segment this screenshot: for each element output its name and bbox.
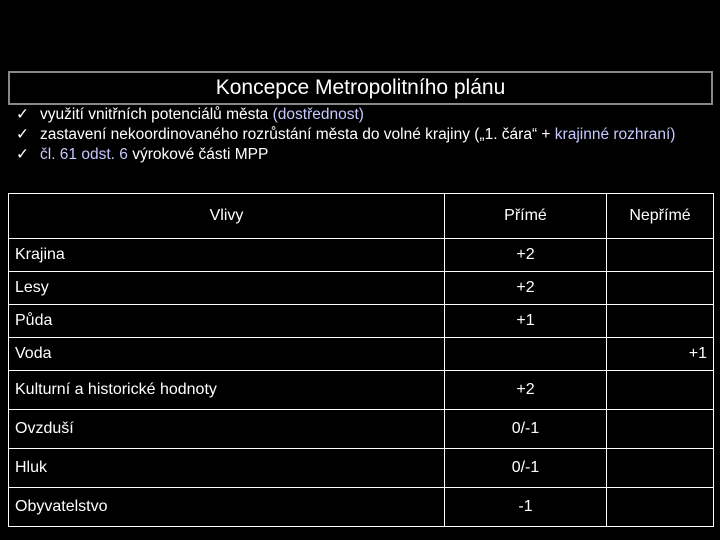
row-prime: +1 xyxy=(445,305,607,338)
table-header-row xyxy=(9,194,714,239)
bullet-item xyxy=(16,105,706,125)
row-prime xyxy=(445,338,607,371)
check-icon: ✓ xyxy=(16,126,29,143)
row-neprime xyxy=(607,305,714,338)
slide-title: Koncepce Metropolitního plánu xyxy=(8,71,713,105)
table-row xyxy=(9,239,714,272)
bullet-text: výrokové části MPP xyxy=(132,146,269,163)
header-prime: Přímé xyxy=(445,194,607,239)
row-neprime xyxy=(607,410,714,449)
row-prime: +2 xyxy=(445,371,607,410)
row-neprime xyxy=(607,272,714,305)
row-prime: +2 xyxy=(445,239,607,272)
row-name: Obyvatelstvo xyxy=(9,488,445,527)
row-name: Kulturní a historické hodnoty xyxy=(9,371,445,410)
row-name: Ovzduší xyxy=(9,410,445,449)
row-neprime xyxy=(607,239,714,272)
row-neprime xyxy=(607,371,714,410)
row-prime: -1 xyxy=(445,488,607,527)
row-name: Hluk xyxy=(9,449,445,488)
row-neprime: +1 xyxy=(607,338,714,371)
bullet-accent-text: čl. 61 odst. 6 xyxy=(40,146,133,163)
row-prime: +2 xyxy=(445,272,607,305)
bullet-accent-text: krajinné rozhraní) xyxy=(554,126,676,143)
row-name: Lesy xyxy=(9,272,445,305)
table-row xyxy=(9,371,714,410)
table-row xyxy=(9,488,714,527)
table-row xyxy=(9,410,714,449)
check-icon: ✓ xyxy=(16,106,29,123)
check-icon: ✓ xyxy=(16,146,29,163)
table-row xyxy=(9,272,714,305)
bullet-accent-text: (dostřednost) xyxy=(272,106,364,123)
row-neprime xyxy=(607,449,714,488)
row-name: Krajina xyxy=(9,239,445,272)
bullet-item xyxy=(16,125,706,145)
row-prime: 0/-1 xyxy=(445,410,607,449)
header-neprime: Nepřímé xyxy=(607,194,714,239)
bullet-list xyxy=(16,105,706,165)
row-neprime xyxy=(607,488,714,527)
table-row xyxy=(9,305,714,338)
bullet-text: využití vnitřních potenciálů města xyxy=(40,106,273,123)
effects-table xyxy=(8,193,714,527)
bullet-text: zastavení nekoordinovaného rozrůstání města do volné krajiny („1. čára“ + xyxy=(40,126,555,143)
row-name: Půda xyxy=(9,305,445,338)
header-vlivy: Vlivy xyxy=(9,194,445,239)
table-row xyxy=(9,449,714,488)
table-row xyxy=(9,338,714,371)
row-prime: 0/-1 xyxy=(445,449,607,488)
bullet-item xyxy=(16,145,706,165)
row-name: Voda xyxy=(9,338,445,371)
